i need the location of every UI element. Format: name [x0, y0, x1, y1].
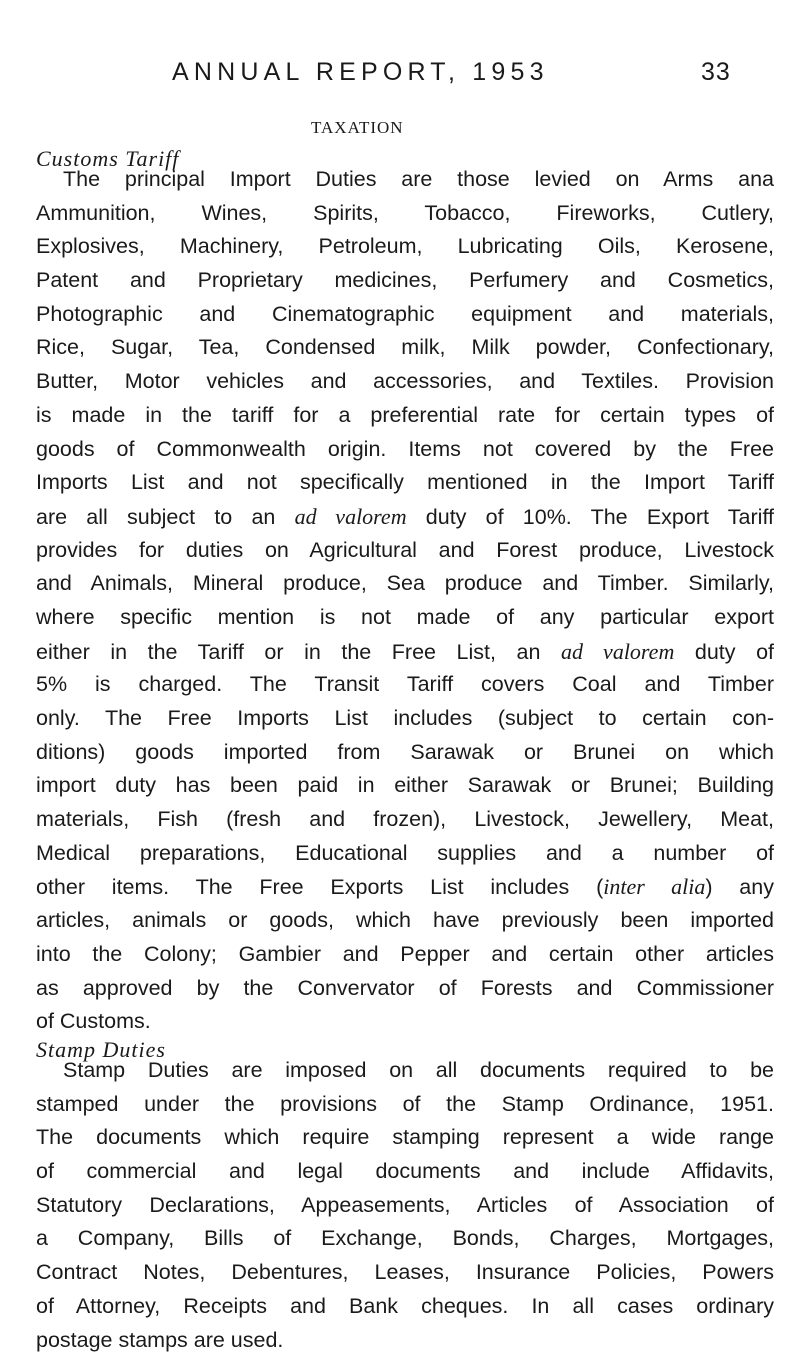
italic-phrase: ad valorem [295, 504, 407, 529]
text-line: Photographic and Cinematographic equipment and materials, [36, 298, 774, 332]
text-line: import duty has been paid in either Sarawak or Brunei; Building [36, 769, 774, 803]
text-line: Stamp Duties are imposed on all documents required to be [36, 1054, 774, 1088]
text-line: articles, animals or goods, which have previously been imported [36, 904, 774, 938]
text-line: Statutory Declarations, Appeasements, Articles of Association of [36, 1189, 774, 1223]
text-line: of Customs. [36, 1005, 774, 1039]
stamp-duties-paragraph [36, 1054, 774, 1357]
text-line: Explosives, Machinery, Petroleum, Lubricating Oils, Kerosene, [36, 230, 774, 264]
text-line: a Company, Bills of Exchange, Bonds, Charges, Mortgages, [36, 1222, 774, 1256]
section-title: TAXATION [311, 118, 404, 138]
text-line: The principal Import Duties are those levied on Arms ana [36, 163, 774, 197]
text-line: other items. The Free Exports List includes (inter alia) any [36, 870, 774, 904]
text-line: materials, Fish (fresh and frozen), Livestock, Jewellery, Meat, [36, 803, 774, 837]
text-line: stamped under the provisions of the Stamp Ordinance, 1951. [36, 1088, 774, 1122]
customs-tariff-paragraph [36, 163, 774, 1039]
running-title: ANNUAL REPORT, 1953 [172, 58, 549, 87]
text-line: as approved by the Convervator of Forests and Commissioner [36, 972, 774, 1006]
text-line: Rice, Sugar, Tea, Condensed milk, Milk powder, Confectionary, [36, 331, 774, 365]
text-line: into the Colony; Gambier and Pepper and certain other articles [36, 938, 774, 972]
text-line: of commercial and legal documents and include Affidavits, [36, 1155, 774, 1189]
text-line: Ammunition, Wines, Spirits, Tobacco, Fireworks, Cutlery, [36, 197, 774, 231]
text-line: goods of Commonwealth origin. Items not covered by the Free [36, 433, 774, 467]
page-number: 33 [701, 58, 731, 87]
text-line: is made in the tariff for a preferential rate for certain types of [36, 399, 774, 433]
text-line: of Attorney, Receipts and Bank cheques. In all cases ordinary [36, 1290, 774, 1324]
text-line: The documents which require stamping represent a wide range [36, 1121, 774, 1155]
text-line: Contract Notes, Debentures, Leases, Insurance Policies, Powers [36, 1256, 774, 1290]
text-line: 5% is charged. The Transit Tariff covers Coal and Timber [36, 668, 774, 702]
text-line: only. The Free Imports List includes (subject to certain con- [36, 702, 774, 736]
stamp-duties-heading: Stamp Duties [36, 1037, 166, 1063]
text-line: Medical preparations, Educational supplies and a number of [36, 837, 774, 871]
text-line: ditions) goods imported from Sarawak or Brunei on which [36, 736, 774, 770]
text-line: Butter, Motor vehicles and accessories, and Textiles. Provision [36, 365, 774, 399]
text-line: provides for duties on Agricultural and Forest produce, Livestock [36, 534, 774, 568]
text-line: either in the Tariff or in the Free List, an ad valorem duty of [36, 635, 774, 669]
customs-tariff-heading: Customs Tariff [36, 146, 179, 172]
italic-phrase: ad valorem [561, 639, 674, 664]
text-line: and Animals, Mineral produce, Sea produce and Timber. Similarly, [36, 567, 774, 601]
text-line: where specific mention is not made of any particular export [36, 601, 774, 635]
text-line: Imports List and not specifically mentioned in the Import Tariff [36, 466, 774, 500]
text-line: Patent and Proprietary medicines, Perfumery and Cosmetics, [36, 264, 774, 298]
italic-phrase: inter alia [603, 874, 705, 899]
text-line: postage stamps are used. [36, 1324, 774, 1357]
text-line: are all subject to an ad valorem duty of 10%. The Export Tariff [36, 500, 774, 534]
